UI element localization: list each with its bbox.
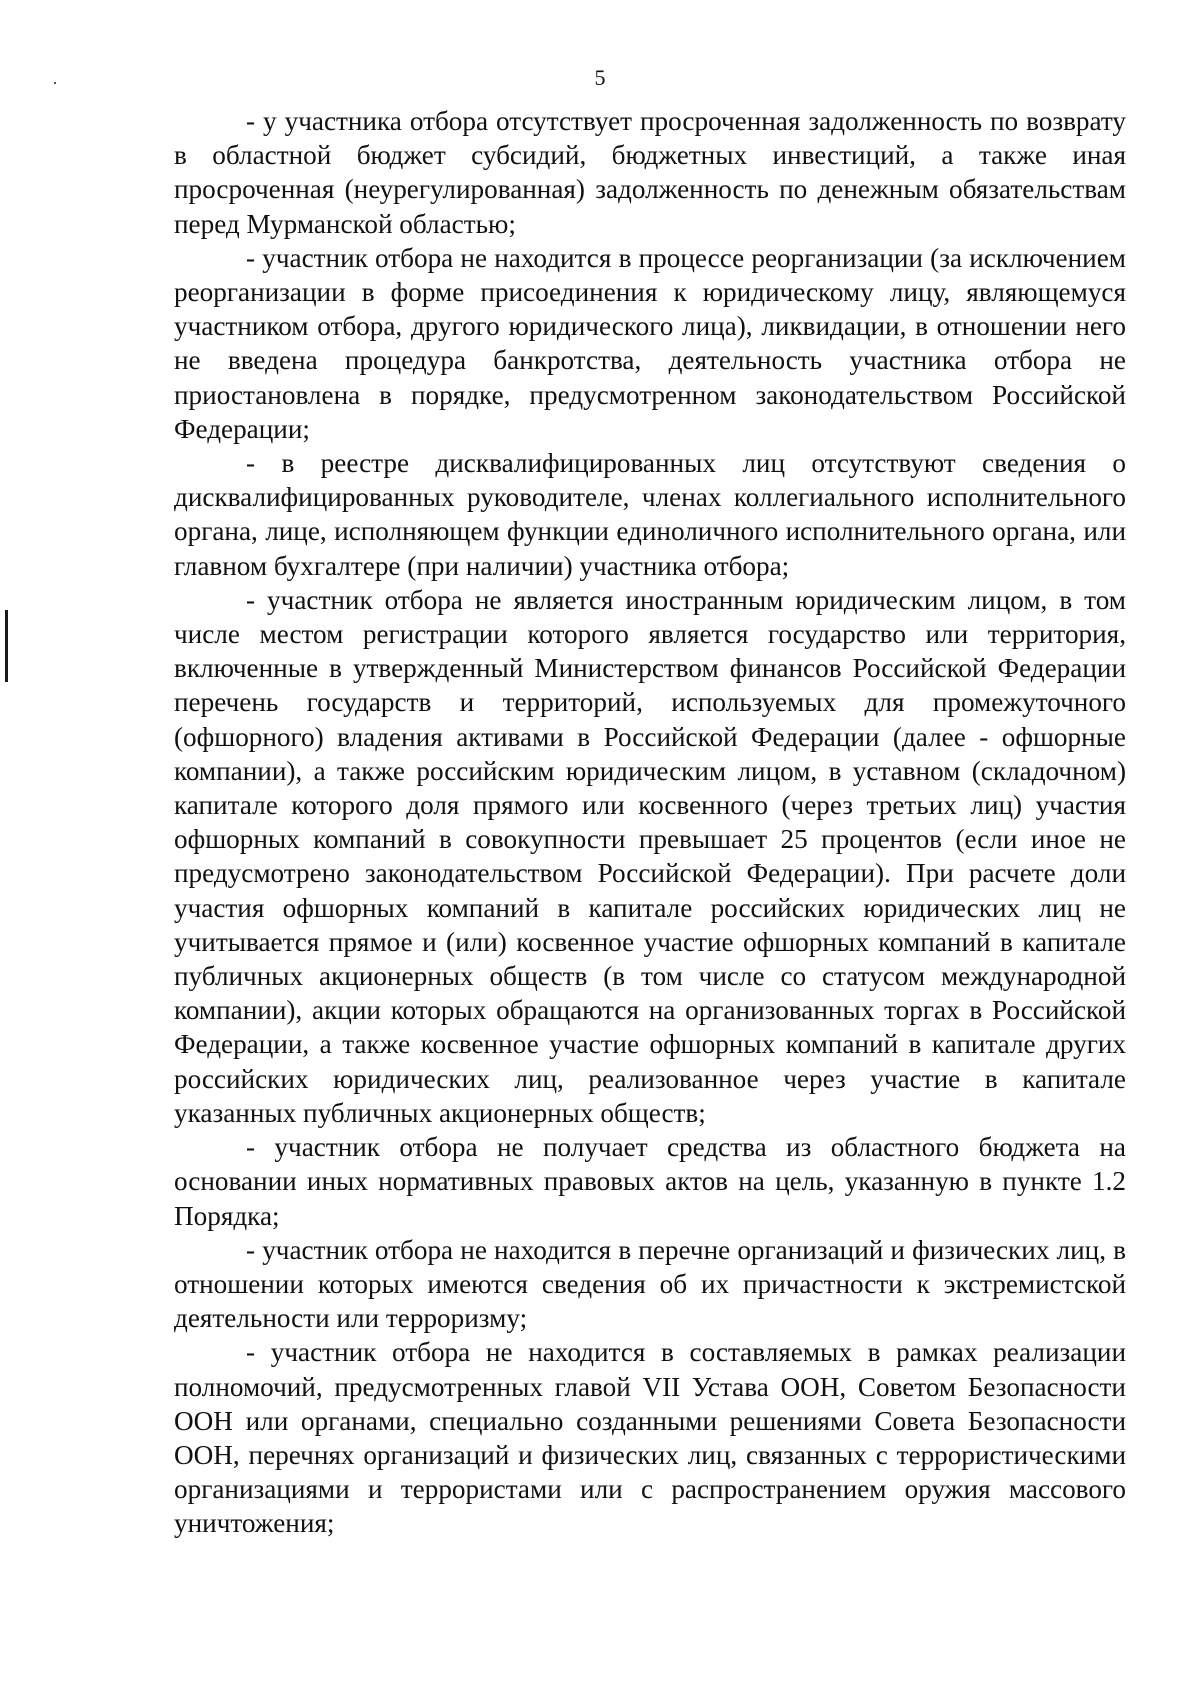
paragraph-offshore-companies: - участник отбора не является иностранным юридическим лицом, в том числе местом регистрации которого является государство или территория, включенные в утвержденный Министерством финансов Российской Федерации перечень государств и территорий, используемых для промежуточного (офшорного) владения активами в Российской Федерации (далее - офшорные компании), а также российским юридическим лицом, в уставном (складочном) капитале которого доля прямого или косвенного (через третьих лиц) участия офшорных компаний в совокупности превышает 25 процентов (если иное не предусмотрено законодательством Российской Федерации). При расчете доли участия офшорных компаний в капитале российских юридических лиц не учитывается прямое и (или) косвенное участие офшорных компаний в капитале публичных акционерных обществ (в том числе со статусом международной компании), акции которых обращаются на организованных торгах в Российской Федерации, а также косвенное участие офшорных компаний в капитале других российских юридических лиц, реализованное через участие в капитале указанных публичных акционерных обществ; [174,584,1126,1128]
document-body [174,104,1126,1541]
paragraph-regional-budget-funds: - участник отбора не получает средства из областного бюджета на основании иных нормативных правовых актов на цель, указанную в пункте 1.2 Порядка; [174,1132,1126,1231]
paragraph-disqualified-persons: - в реестре дисквалифицированных лиц отсутствуют сведения о дисквалифицированных руководителе, членах коллегиального исполнительного органа, лице, исполняющем функции единоличного исполнительного органа, или главном бухгалтере (при наличии) участника отбора; [174,448,1126,581]
paragraph-overdue-debt: - у участника отбора отсутствует просроченная задолженность по возврату в областной бюджет субсидий, бюджетных инвестиций, а также иная просроченная (неурегулированная) задолженность по денежным обязательствам перед Мурманской областью; [174,106,1126,239]
paragraph-reorganization: - участник отбора не находится в процессе реорганизации (за исключением реорганизации в форме присоединения к юридическому лицу, являющемуся участником отбора, другого юридического лица), ликвидации, в отношении него не введена процедура банкротства, деятельность участника отбора не приостановлена в порядке, предусмотренном законодательством Российской Федерации; [174,242,1126,444]
scan-edge-mark [5,610,8,682]
paragraph-extremism-list: - участник отбора не находится в перечне организаций и физических лиц, в отношении которых имеются сведения об их причастности к экстремистской деятельности или терроризму; [174,1234,1126,1334]
paragraph-un-security-council-lists: - участник отбора не находится в составляемых в рамках реализации полномочий, предусмотренных главой VII Устава ООН, Советом Безопасности ООН или органами, специально созданными решениями Совета Безопасности ООН, перечнях организаций и физических лиц, связанных с террористическими организациями и террористами или с распространением оружия массового уничтожения; [174,1337,1126,1539]
page-number: 5 [594,65,606,90]
